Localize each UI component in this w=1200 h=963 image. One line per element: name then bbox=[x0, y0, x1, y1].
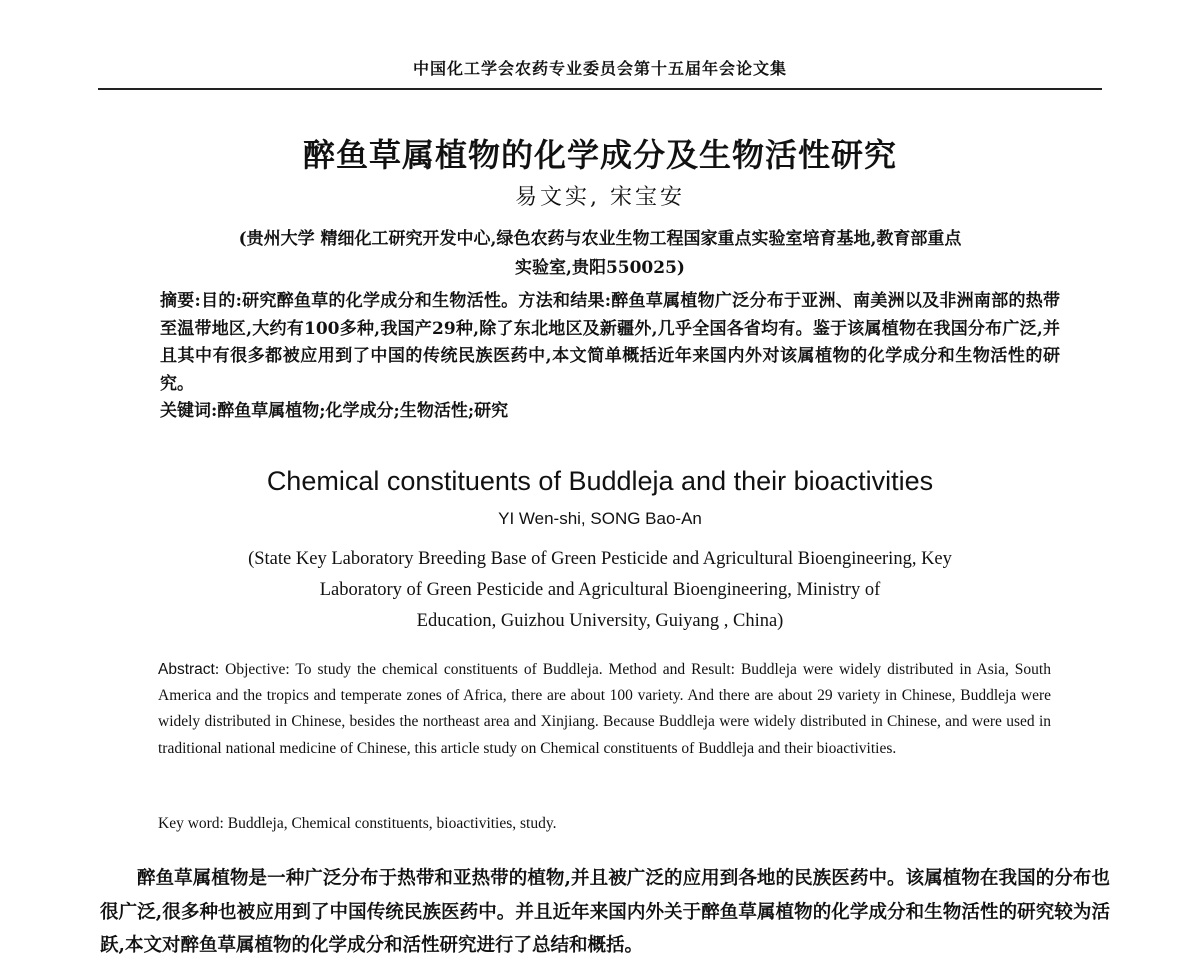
authors-cn: 易文实, 宋宝安 bbox=[515, 185, 685, 210]
affiliation-en-line2: Laboratory of Green Pesticide and Agricultural Bioengineering, Ministry of bbox=[319, 580, 881, 600]
body-paragraph: 醉鱼草属植物是一种广泛分布于热带和亚热带的植物,并且被广泛的应用到各地的民族医药中。该属植物在我国的分布也很广泛,很多种也被应用到了中国传统民族医药中。并且近年来国内外关于醉鱼草属植物的化学成分和生物活性的研究较为活跃,本文对醉鱼草属植物的化学成分和活性研究进行了总结和概括。 bbox=[100, 868, 1110, 956]
running-header: 中国化工学会农药专业委员会第十五届年会论文集 bbox=[412, 59, 787, 78]
title-en: Chemical constituents of Buddleja and their bioactivities bbox=[266, 466, 934, 496]
abstract-en-label: Abstract bbox=[158, 661, 215, 678]
affiliation-en-line3: Education, Guizhou University, Guiyang , China) bbox=[416, 611, 784, 631]
abstract-en bbox=[158, 657, 1051, 762]
affiliation-en-line1: (State Key Laboratory Breeding Base of Green Pesticide and Agricultural Bioengineering, Key bbox=[248, 549, 952, 569]
affiliation-cn-line2: 实验室,贵阳550025) bbox=[515, 258, 685, 278]
header-rule bbox=[98, 88, 1102, 90]
keywords-cn: 关键词:醉鱼草属植物;化学成分;生物活性;研究 bbox=[160, 401, 509, 421]
keywords-en: Key word: Buddleja, Chemical constituents, bioactivities, study. bbox=[158, 815, 557, 832]
affiliation-cn-line1: (贵州大学 精细化工研究开发中心,绿色农药与农业生物工程国家重点实验室培育基地,教育部重点 bbox=[238, 229, 962, 249]
abstract-cn: 摘要:目的:研究醉鱼草的化学成分和生物活性。方法和结果:醉鱼草属植物广泛分布于亚洲、南美洲以及非洲南部的热带至温带地区,大约有100多种,我国产29种,除了东北地区及新疆外,几乎全国各省均有。鉴于该属植物在我国分布广泛,并且其中有很多都被应用到了中国的传统民族医药中,本文简单概括近年来国内外对该属植物的化学成分和生物活性的研究。 bbox=[160, 291, 1060, 394]
title-cn: 醉鱼草属植物的化学成分及生物活性研究 bbox=[302, 136, 897, 174]
abstract-en-text: : Objective: To study the chemical constituents of Buddleja. Method and Result: Buddleja were widely distributed in Asia, South America and the tropics and temperate zones of Africa, there are about 100 variety. And there are about 29 variety in Chinese, Buddleja were widely distributed in Chinese, besides the northeast area and Xinjiang. Because Buddleja were widely distributed in Chinese, and were used in traditional national medicine of Chinese, this article study on Chemical constituents of Buddleja and their bioactivities. bbox=[158, 661, 1051, 757]
authors-en: YI Wen-shi, SONG Bao-An bbox=[498, 509, 702, 528]
